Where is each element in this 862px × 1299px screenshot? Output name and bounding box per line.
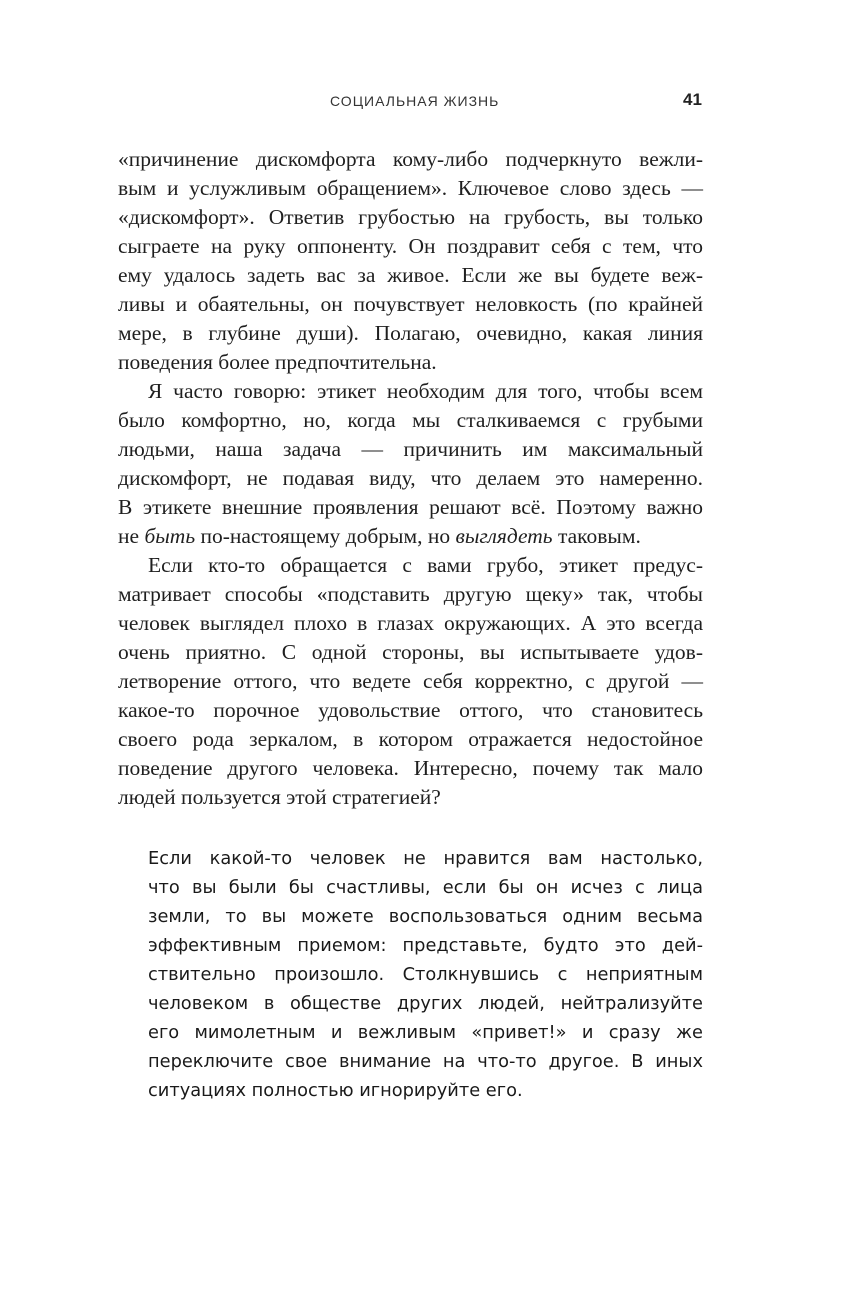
text-line: вым и услужливым обращением». Ключевое слово здесь — [118, 176, 703, 200]
text-line: человек выглядел плохо в глазах окружающих. А это всегда [118, 611, 703, 635]
text-line: «дискомфорт». Ответив грубостью на грубость, вы только [118, 205, 703, 229]
callout-line: Если какой-то человек не нравится вам настолько, [148, 848, 703, 869]
text-line: летворение оттого, что ведете себя корректно, с другой — [118, 669, 703, 693]
text-line: дискомфорт, не подавая виду, что делаем это намеренно. [118, 466, 703, 490]
text-line: матривает способы «подставить другую щеку» так, чтобы [118, 582, 703, 606]
text-run: не [118, 524, 145, 548]
callout-line: что вы были бы счастливы, если бы он исчез с лица [148, 877, 703, 898]
text-line: какое-то порочное удовольствие оттого, что становитесь [118, 698, 703, 722]
page-number: 41 [683, 90, 702, 109]
callout-line: переключите свое внимание на что-то другое. В иных [148, 1051, 703, 1072]
text-line: поведения более предпочтительна. [118, 350, 437, 374]
text-line: В этикете внешние проявления решают всё. Поэтому важно [118, 495, 703, 519]
text-run: по-настоящему добрым, но [195, 524, 456, 548]
callout-line: человеком в обществе других людей, нейтрализуйте [148, 993, 703, 1014]
text-line: было комфортно, но, когда мы сталкиваемся с грубыми [118, 408, 703, 432]
emphasis-text: выглядеть [455, 524, 553, 548]
callout-line: эффективным приемом: представьте, будто это дей- [148, 935, 703, 956]
text-line: мере, в глубине души). Полагаю, очевидно, какая линия [118, 321, 703, 345]
text-line: сыграете на руку оппоненту. Он поздравит себя с тем, что [118, 234, 703, 258]
text-line: Я часто говорю: этикет необходим для того, чтобы всем [148, 379, 703, 403]
emphasis-text: быть [144, 524, 196, 548]
text-line: очень приятно. С одной стороны, вы испытываете удов- [118, 640, 703, 664]
text-line [118, 524, 703, 554]
text-run: таковым. [552, 524, 641, 548]
text-line: поведение другого человека. Интересно, почему так мало [118, 756, 703, 780]
text-line: «причинение дискомфорта кому-либо подчеркнуто вежли- [118, 147, 703, 171]
text-line: ему удалось задеть вас за живое. Если же вы будете веж- [118, 263, 703, 287]
callout-line: ситуациях полностью игнорируйте его. [148, 1080, 523, 1101]
text-line: людей пользуется этой стратегией? [118, 785, 441, 809]
callout-line: земли, то вы можете воспользоваться одним весьма [148, 906, 703, 927]
text-line: своего рода зеркалом, в котором отражается недостойное [118, 727, 703, 751]
callout-line: его мимолетным и вежливым «привет!» и сразу же [148, 1022, 703, 1043]
callout-line: ствительно произошло. Столкнувшись с неприятным [148, 964, 703, 985]
text-line: ливы и обаятельны, он почувствует неловкость (по крайней [118, 292, 703, 316]
text-line: Если кто-то обращается с вами грубо, этикет предус- [148, 553, 703, 577]
running-header: СОЦИАЛЬНАЯ ЖИЗНЬ [330, 93, 500, 109]
text-line: людьми, наша задача — причинить им максимальный [118, 437, 703, 461]
